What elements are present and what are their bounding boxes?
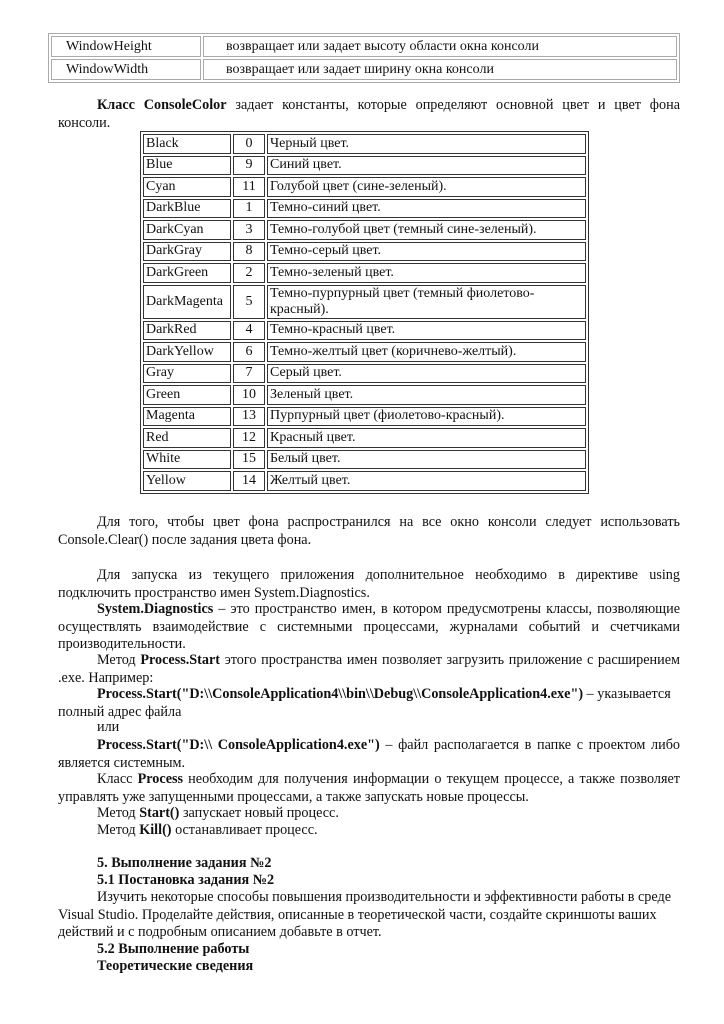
color-name: Magenta	[143, 407, 231, 427]
method-text: этого пространства имен позволяет загрузить приложение с расширением .exe. Например:	[58, 652, 680, 686]
table-row	[143, 134, 586, 154]
color-name: Blue	[143, 156, 231, 176]
property-name: WindowWidth	[51, 59, 201, 80]
color-value: 11	[233, 177, 265, 197]
color-description: Красный цвет.	[267, 428, 586, 448]
color-description: Желтый цвет.	[267, 471, 586, 491]
color-description: Темно-пурпурный цвет (темный фиолетово-красный).	[267, 285, 586, 319]
color-description: Темно-синий цвет.	[267, 199, 586, 219]
method-pre: Метод	[97, 652, 141, 668]
color-description: Темно-серый цвет.	[267, 242, 586, 262]
color-value: 2	[233, 263, 265, 283]
table-row	[143, 342, 586, 362]
table-row	[143, 471, 586, 491]
color-value: 8	[233, 242, 265, 262]
paragraph-example2	[58, 737, 680, 772]
intro-bold: Класс ConsoleColor	[97, 97, 227, 113]
color-description: Черный цвет.	[267, 134, 586, 154]
color-name: DarkCyan	[143, 220, 231, 240]
example2-code: Process.Start("D:\\ ConsoleApplication4.exe")	[97, 737, 380, 753]
diag-text: – это пространство имен, в котором предусмотрены классы, позволяющие осуществлять взаимодействие с системными процессами, журналами событий и счетчиками производительности.	[58, 601, 680, 653]
color-description: Темно-желтый цвет (коричнево-желтый).	[267, 342, 586, 362]
paragraph-process-start	[58, 652, 680, 687]
kill-text: останавливает процесс.	[171, 822, 318, 838]
color-name: Yellow	[143, 471, 231, 491]
color-value: 15	[233, 450, 265, 470]
color-description: Синий цвет.	[267, 156, 586, 176]
kill-pre: Метод	[97, 822, 140, 838]
paragraph-start	[58, 805, 680, 823]
property-name: WindowHeight	[51, 36, 201, 57]
table-row	[143, 263, 586, 283]
color-value: 1	[233, 199, 265, 219]
color-name: Red	[143, 428, 231, 448]
table-row	[143, 156, 586, 176]
color-value: 9	[233, 156, 265, 176]
color-name: DarkMagenta	[143, 285, 231, 319]
start-text: запускает новый процесс.	[179, 805, 339, 821]
color-value: 5	[233, 285, 265, 319]
example1-code: Process.Start("D:\\ConsoleApplication4\\bin\\Debug\\ConsoleApplication4.exe")	[97, 686, 584, 702]
process-bold: Process	[137, 771, 184, 787]
table-row	[143, 428, 586, 448]
color-description: Темно-красный цвет.	[267, 321, 586, 341]
color-value: 6	[233, 342, 265, 362]
color-description: Пурпурный цвет (фиолетово-красный).	[267, 407, 586, 427]
kill-bold: Kill()	[139, 822, 172, 838]
color-name: Green	[143, 385, 231, 405]
color-value: 3	[233, 220, 265, 240]
table-row	[143, 450, 586, 470]
console-color-table	[140, 131, 589, 494]
diag-bold: System.Diagnostics	[97, 601, 214, 617]
table-row	[143, 242, 586, 262]
paragraph-process-class	[58, 771, 680, 806]
heading-section-5-1: 5.1 Постановка задания №2	[97, 872, 275, 888]
color-name: Gray	[143, 364, 231, 384]
color-description: Голубой цвет (сине-зеленый).	[267, 177, 586, 197]
table-row	[51, 59, 677, 80]
color-name: Black	[143, 134, 231, 154]
color-name: DarkGreen	[143, 263, 231, 283]
color-description: Зеленый цвет.	[267, 385, 586, 405]
property-description: возвращает или задает ширину окна консоли	[203, 59, 677, 80]
intro-text: задает константы, которые определяют основной цвет и цвет фона консоли.	[58, 97, 680, 131]
properties-table	[48, 33, 680, 83]
table-row	[51, 36, 677, 57]
process-pre: Класс	[97, 771, 138, 787]
paragraph-clear: Для того, чтобы цвет фона распространился на все окно консоли следует использовать Console.Clear() после задания цвета фона.	[58, 514, 680, 548]
process-text: необходим для получения информации о текущем процессе, а также позволяет управлять уже запущенными процессами, а также запускать новые процессы.	[58, 771, 680, 805]
task-paragraph: Изучить некоторые способы повышения производительности и эффективности работы в среде Visual Studio. Проделайте действия, описанные в теоретической части, создайте скриншоты ваших действий и с подробным описанием добавьте в отчет.	[58, 889, 672, 941]
color-value: 0	[233, 134, 265, 154]
color-value: 10	[233, 385, 265, 405]
table-row	[143, 285, 586, 319]
heading-section-5: 5. Выполнение задания №2	[97, 855, 272, 871]
color-description: Серый цвет.	[267, 364, 586, 384]
paragraph-kill	[58, 822, 680, 840]
example1-text: – указывается полный адрес файла	[58, 686, 671, 720]
color-value: 13	[233, 407, 265, 427]
color-name: DarkRed	[143, 321, 231, 341]
color-name: Cyan	[143, 177, 231, 197]
color-description: Темно-зеленый цвет.	[267, 263, 586, 283]
table-row	[143, 199, 586, 219]
paragraph-using: Для запуска из текущего приложения дополнительное необходимо в директиве using подключить пространство имен System.Diagnostics.	[58, 567, 680, 601]
method-bold: Process.Start	[140, 652, 221, 668]
color-name: DarkYellow	[143, 342, 231, 362]
color-name: DarkBlue	[143, 199, 231, 219]
start-pre: Метод	[97, 805, 140, 821]
table-row	[143, 220, 586, 240]
intro-paragraph	[58, 97, 680, 132]
property-description: возвращает или задает высоту области окна консоли	[203, 36, 677, 57]
color-value: 7	[233, 364, 265, 384]
paragraph-example1	[58, 686, 680, 721]
paragraph-diagnostics	[58, 601, 680, 654]
color-description: Белый цвет.	[267, 450, 586, 470]
color-value: 12	[233, 428, 265, 448]
heading-theory: Теоретические сведения	[97, 958, 254, 974]
heading-section-5-2: 5.2 Выполнение работы	[97, 941, 250, 957]
table-row	[143, 364, 586, 384]
table-row	[143, 177, 586, 197]
paragraph-or: или	[97, 719, 120, 735]
color-value: 14	[233, 471, 265, 491]
start-bold: Start()	[139, 805, 180, 821]
example2-text: – файл располагается в папке с проектом либо является системным.	[58, 737, 681, 771]
table-row	[143, 321, 586, 341]
table-row	[143, 407, 586, 427]
table-row	[143, 385, 586, 405]
color-name: DarkGray	[143, 242, 231, 262]
color-description: Темно-голубой цвет (темный сине-зеленый).	[267, 220, 586, 240]
color-name: White	[143, 450, 231, 470]
color-value: 4	[233, 321, 265, 341]
